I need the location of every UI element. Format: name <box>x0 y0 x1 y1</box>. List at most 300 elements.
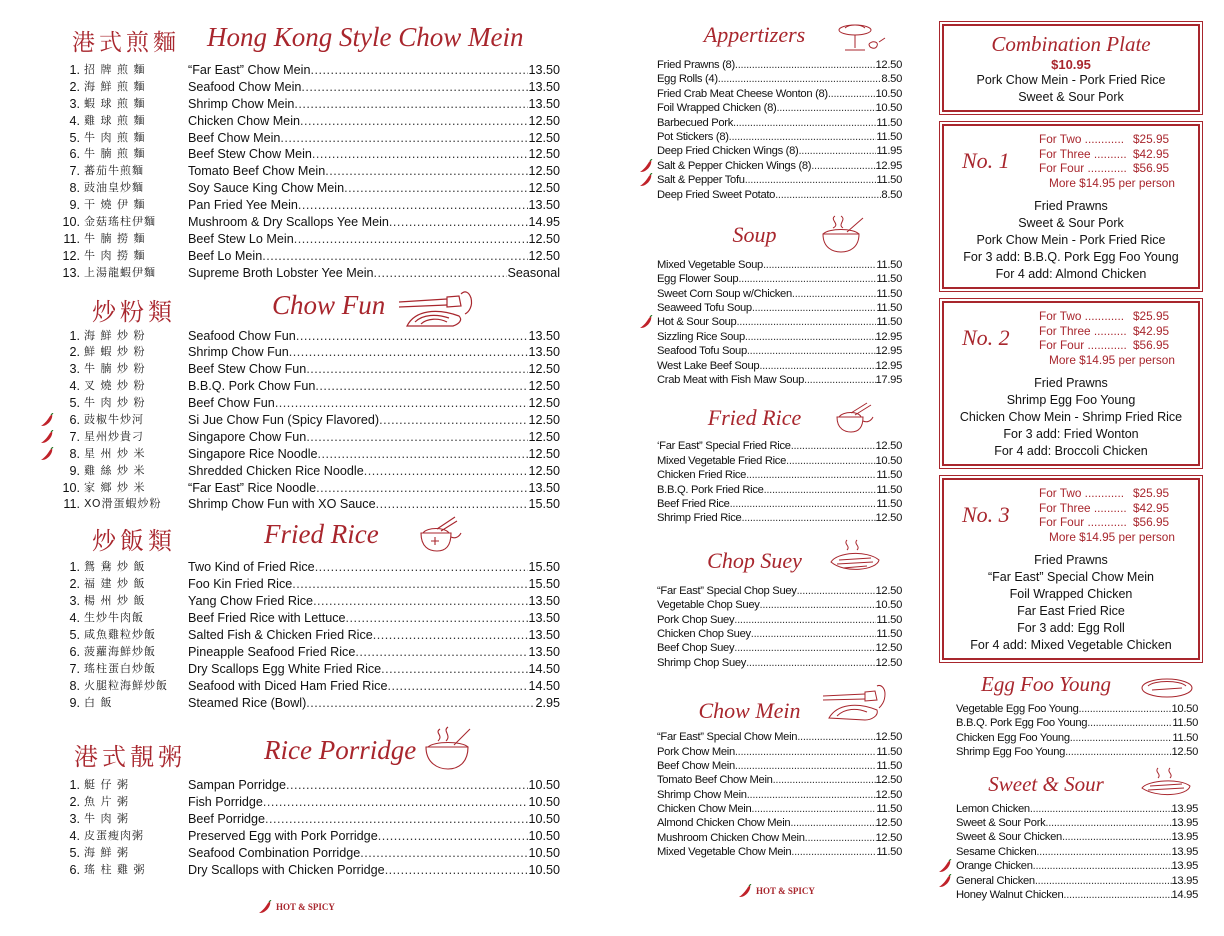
menu-item-row <box>657 730 902 744</box>
leader-dots <box>752 301 876 315</box>
section-title: Appertizers <box>703 22 806 47</box>
menu-item-row <box>657 116 902 130</box>
item-name: Chicken Chow Mein <box>188 113 300 128</box>
item-name: “Far East” Special Chow Mein <box>657 731 798 744</box>
leader-dots <box>292 576 528 593</box>
item-price: 11.50 <box>876 116 902 129</box>
leader-dots <box>805 831 876 845</box>
item-price: 10.50 <box>875 87 902 100</box>
item-number: 2. <box>69 577 80 592</box>
item-price: 11.50 <box>876 483 902 496</box>
menu-item-row <box>657 173 902 187</box>
item-name-zh: 家 鄉 炒 米 <box>84 480 146 494</box>
menu-item-row <box>62 695 560 712</box>
fried-rice-mid-list <box>657 439 902 525</box>
tier-label: For Three .......... <box>1039 146 1127 161</box>
item-price: 11.50 <box>876 130 902 143</box>
item-name-zh: 瑤柱蛋白炒飯 <box>84 661 156 675</box>
section-title-en: Fried Rice <box>264 519 379 550</box>
leader-dots <box>294 96 528 113</box>
soup-bowl-icon <box>819 214 867 256</box>
item-price: 10.50 <box>875 454 902 467</box>
item-name: General Chicken <box>956 874 1035 887</box>
leader-dots <box>746 468 876 482</box>
item-price: 12.50 <box>875 584 902 597</box>
leader-dots <box>790 816 875 830</box>
item-price: 12.95 <box>875 330 902 343</box>
item-number: 13. <box>62 265 80 280</box>
item-price: 12.50 <box>528 231 560 246</box>
menu-item-row <box>657 483 902 497</box>
menu-item-row <box>62 559 560 576</box>
menu-item-row <box>657 72 902 86</box>
menu-item-row <box>62 480 560 497</box>
item-name-zh: 艇 仔 粥 <box>84 778 129 792</box>
item-number: 5. <box>69 845 80 860</box>
price-tier <box>1039 486 1198 501</box>
tier-price: $25.95 <box>1133 309 1170 323</box>
item-number: 9. <box>69 463 80 478</box>
leader-dots <box>828 87 876 101</box>
chili-pepper-icon <box>938 874 952 888</box>
item-number: 8. <box>69 446 80 461</box>
menu-item-row <box>657 802 902 816</box>
item-price: 10.50 <box>875 599 902 612</box>
menu-item-row <box>62 576 560 593</box>
leader-dots <box>786 454 875 468</box>
item-price: 13.95 <box>1171 845 1198 858</box>
item-number: 1. <box>69 778 80 793</box>
menu-item-row <box>62 163 560 180</box>
item-price: 12.50 <box>528 164 560 179</box>
chili-pepper-icon <box>40 413 54 427</box>
item-number: 6. <box>69 862 80 877</box>
tier-price: $42.95 <box>1133 323 1170 338</box>
menu-item-row <box>956 830 1198 844</box>
family-dinner-item: Pork Chow Mein - Pork Fried Rice <box>976 233 1166 247</box>
sweet-sour-plate-icon <box>1138 766 1194 800</box>
right-column <box>942 24 1200 902</box>
item-price: 10.50 <box>528 829 560 844</box>
menu-item-row <box>657 831 902 845</box>
item-name: Foil Wrapped Chicken (8) <box>657 102 777 115</box>
item-name: Sampan Porridge <box>188 778 287 793</box>
item-name-zh: XO滑蛋蝦炒粉 <box>84 497 162 511</box>
tier-label: For Three .......... <box>1039 500 1127 515</box>
menu-item-row <box>62 197 560 214</box>
item-name: Beef Stew Lo Mein <box>188 231 294 246</box>
chili-pepper-icon <box>639 173 653 187</box>
item-name-zh: 火腿粒海鮮炒飯 <box>84 678 168 692</box>
leader-dots <box>1070 731 1173 745</box>
leader-dots <box>306 695 535 712</box>
item-name-zh: 菠蘿海鮮炒飯 <box>84 644 156 658</box>
item-number: 4. <box>69 611 80 626</box>
item-name-zh: 皮蛋瘦肉粥 <box>84 829 144 843</box>
item-price: 11.50 <box>876 759 902 772</box>
item-price: 8.50 <box>881 73 902 86</box>
item-price: 12.95 <box>875 159 902 172</box>
item-number: 8. <box>69 678 80 693</box>
item-price: 13.50 <box>528 594 560 609</box>
item-name: Soy Sauce King Chow Mein <box>188 181 345 196</box>
item-number: 12. <box>62 248 80 263</box>
leader-dots <box>355 644 528 661</box>
item-name-zh: 咸魚雞粒炒飯 <box>84 627 156 641</box>
item-name: Shrimp Chow Fun with XO Sauce <box>188 497 376 512</box>
menu-item-row <box>657 788 902 802</box>
section-title-en: Hong Kong Style Chow Mein <box>207 22 524 52</box>
chow-mein-mid-list <box>657 730 902 860</box>
item-name: Egg Rolls (4) <box>657 73 718 86</box>
menu-item-row <box>62 231 560 248</box>
item-name: Beef Porridge <box>188 812 266 827</box>
item-price: 11.50 <box>876 497 902 510</box>
leader-dots <box>734 613 876 627</box>
leader-dots <box>306 361 528 378</box>
item-name: Shredded Chicken Rice Noodle <box>188 463 364 478</box>
chili-pepper-icon <box>40 430 54 444</box>
leader-dots <box>364 463 529 480</box>
family-dinner-item: For 3 add: B.B.Q. Pork Egg Foo Young <box>963 250 1179 264</box>
menu-item-row <box>62 328 560 345</box>
item-price: 13.95 <box>1171 874 1198 887</box>
item-name-zh: 叉 燒 炒 粉 <box>84 379 146 393</box>
item-price: 12.50 <box>528 248 560 263</box>
leader-dots <box>798 144 876 158</box>
leader-dots <box>1033 859 1172 873</box>
item-price: 12.50 <box>528 113 560 128</box>
item-price: 13.50 <box>528 96 560 111</box>
item-name: B.B.Q. Pork Egg Foo Young <box>956 717 1088 730</box>
menu-item-row <box>62 180 560 197</box>
price-tier <box>1039 309 1198 324</box>
item-name: Fish Porridge <box>188 795 263 810</box>
family-dinner-label: No. 3 <box>962 502 1010 527</box>
item-name-zh: 牛 腩 撈 麵 <box>84 231 146 245</box>
leader-dots <box>1087 716 1172 730</box>
menu-item-row <box>657 773 902 787</box>
section-title-en: Rice Porridge <box>264 735 417 766</box>
item-name: Deep Fried Chicken Wings (8) <box>657 145 799 158</box>
item-price: 12.50 <box>875 440 902 453</box>
item-price: 12.50 <box>528 379 560 394</box>
item-name-zh: 豉椒牛炒河 <box>84 413 144 427</box>
item-name: Foo Kin Fried Rice <box>188 577 293 592</box>
item-name: “Far East” Rice Noodle <box>188 480 317 495</box>
item-price: 11.50 <box>876 846 902 859</box>
item-name: Beef Chow Fun <box>188 396 275 411</box>
item-name: Pot Stickers (8) <box>657 130 729 143</box>
section-header-sweet-sour <box>942 766 1200 802</box>
menu-item-row <box>62 593 560 610</box>
family-dinner-item: Chicken Chow Mein - Shrimp Fried Rice <box>959 410 1183 424</box>
item-number: 7. <box>69 164 80 179</box>
item-price: 12.50 <box>528 429 560 444</box>
leader-dots <box>1079 702 1172 716</box>
item-number: 6. <box>69 413 80 428</box>
menu-item-row <box>657 272 902 286</box>
item-name: B.B.Q. Pork Fried Rice <box>657 483 764 496</box>
item-name: Preserved Egg with Pork Porridge <box>188 829 378 844</box>
leader-dots <box>747 344 876 358</box>
menu-item-row <box>956 859 1198 873</box>
item-name: Pan Fried Yee Mein <box>188 198 298 213</box>
section-title: Egg Foo Young <box>981 672 1111 696</box>
leader-dots <box>1062 830 1172 844</box>
leader-dots <box>296 328 529 345</box>
item-name: Beef Chow Mein <box>657 759 735 772</box>
family-dinner-item: For 4 add: Almond Chicken <box>995 267 1147 281</box>
leader-dots <box>738 272 876 286</box>
item-name-zh: 牛 腩 煎 麵 <box>84 147 146 161</box>
family-dinners <box>942 124 1200 660</box>
item-price: 11.50 <box>876 803 902 816</box>
menu-item-row <box>657 359 902 373</box>
menu-item-row <box>62 344 560 361</box>
item-name-zh: 牛 肉 撈 麵 <box>84 248 146 262</box>
family-dinner-item: Fried Prawns <box>1034 553 1108 567</box>
menu-item-row <box>62 794 560 811</box>
leader-dots <box>735 745 876 759</box>
item-name-zh: 海 鮮 炒 粉 <box>84 328 146 342</box>
item-name-zh: 牛 肉 煎 麵 <box>84 130 146 144</box>
family-dinner-item: For 3 add: Egg Roll <box>1017 621 1125 635</box>
menu-item-row <box>62 96 560 113</box>
item-price: 10.50 <box>1171 703 1198 715</box>
item-number: 5. <box>69 627 80 642</box>
chop-suey-list <box>657 584 902 670</box>
item-name: Beef Stew Chow Mein <box>188 147 312 162</box>
item-price: 12.50 <box>875 731 902 744</box>
item-price: 14.95 <box>1171 888 1198 901</box>
item-name-zh: 瑤 柱 雞 粥 <box>84 862 146 876</box>
leader-dots <box>275 395 529 412</box>
tier-label: For Two ............ <box>1039 486 1125 500</box>
section-title-zh: 炒粉類 <box>92 297 176 326</box>
leader-dots <box>751 627 877 641</box>
section-title-zh: 炒飯類 <box>92 527 176 556</box>
chili-pepper-icon <box>639 159 653 173</box>
leader-dots <box>294 231 529 248</box>
item-price: 11.50 <box>876 627 902 640</box>
leader-dots <box>374 265 508 282</box>
family-dinner-item: For 4 add: Broccoli Chicken <box>994 444 1148 458</box>
item-name-zh: 牛 肉 炒 粉 <box>84 396 146 410</box>
menu-item-row <box>657 144 902 158</box>
family-dinner-box <box>942 301 1200 466</box>
menu-item-row <box>62 661 560 678</box>
menu-item-row <box>657 598 902 612</box>
item-name: Salt & Pepper Tofu <box>657 174 745 187</box>
item-number: 5. <box>69 396 80 411</box>
tier-price: $56.95 <box>1133 515 1170 529</box>
item-price: 14.95 <box>528 215 560 230</box>
chili-pepper-icon <box>639 315 653 329</box>
leader-dots <box>1065 745 1171 759</box>
leader-dots <box>306 429 528 446</box>
leader-dots <box>745 173 877 187</box>
item-price: 13.50 <box>528 611 560 626</box>
hot-spicy-legend-mid <box>738 884 815 898</box>
item-name-zh: 星州炒貴刁 <box>84 429 144 443</box>
tier-label: For Two ............ <box>1039 132 1125 146</box>
item-number: 6. <box>69 147 80 162</box>
item-price: 12.50 <box>875 59 902 71</box>
family-dinner-item: Far East Fried Rice <box>1017 604 1125 618</box>
item-name-zh: 鴛 鴦 炒 飯 <box>84 560 146 574</box>
item-name: Hot & Sour Soup <box>657 316 737 329</box>
item-name: Chicken Egg Foo Young <box>956 731 1070 744</box>
item-price: 12.95 <box>875 345 902 358</box>
item-name: Mixed Vegetable Soup <box>657 258 763 271</box>
menu-item-row <box>62 811 560 828</box>
item-number: 3. <box>69 812 80 827</box>
item-price: 12.50 <box>875 817 902 830</box>
menu-item-row <box>657 627 902 641</box>
item-name-zh: 楊 州 炒 飯 <box>84 594 146 608</box>
item-price: Seasonal <box>507 265 560 280</box>
appetizers-list <box>657 58 902 202</box>
menu-item-row <box>62 412 560 429</box>
more-per-person: More $14.95 per person <box>1049 175 1175 190</box>
item-price: 13.95 <box>1171 831 1198 844</box>
item-name: Supreme Broth Lobster Yee Mein <box>188 265 374 280</box>
menu-item-row <box>62 644 560 661</box>
leader-dots <box>310 62 528 79</box>
item-number: 10. <box>62 480 80 495</box>
item-price: 12.50 <box>528 396 560 411</box>
leader-dots <box>312 146 529 163</box>
menu-item-row <box>956 702 1198 716</box>
hot-spicy-legend-left <box>258 900 335 914</box>
noodle-plate-icon <box>397 288 477 330</box>
menu-item-row <box>657 439 902 453</box>
leader-dots <box>318 446 529 463</box>
item-price: 13.50 <box>528 79 560 94</box>
item-name-zh: 蝦 球 煎 麵 <box>84 96 146 110</box>
item-name: Shrimp Chow Mein <box>188 96 295 111</box>
item-name: Seafood Chow Mein <box>188 79 302 94</box>
tier-label: For Four ............ <box>1039 515 1127 529</box>
family-dinner-item: “Far East” Special Chow Mein <box>987 570 1155 584</box>
item-name: Pork Chow Mein <box>657 745 735 758</box>
menu-item-row <box>956 874 1198 888</box>
item-name-zh: 上湯龍蝦伊麵 <box>84 265 156 279</box>
leader-dots <box>325 163 528 180</box>
item-name-zh: 白 飯 <box>84 695 113 709</box>
leader-dots <box>792 287 876 301</box>
item-price: 13.50 <box>528 480 560 495</box>
item-number: 3. <box>69 594 80 609</box>
section-header-egg-foo-young <box>942 672 1200 702</box>
leader-dots <box>797 584 876 598</box>
price-tier <box>1039 501 1198 516</box>
tier-label: For Three .......... <box>1039 323 1127 338</box>
leader-dots <box>381 661 528 678</box>
hk-chow-mein-list <box>62 62 560 282</box>
item-name-zh: 豉油皇炒麵 <box>84 181 144 195</box>
item-name: Salt & Pepper Chicken Wings (8) <box>657 159 812 172</box>
item-name: Beef Stew Chow Fun <box>188 362 307 377</box>
menu-item-row <box>62 62 560 79</box>
item-price: 12.50 <box>875 774 902 787</box>
item-number: 9. <box>69 695 80 710</box>
item-price: 11.50 <box>876 316 902 329</box>
leader-dots <box>735 759 876 773</box>
item-name: Singapore Chow Fun <box>188 429 307 444</box>
item-number: 1. <box>69 63 80 77</box>
leader-dots <box>346 610 529 627</box>
item-price: 12.50 <box>528 181 560 196</box>
menu-item-row <box>657 759 902 773</box>
item-price: 12.50 <box>875 831 902 844</box>
leader-dots <box>759 359 875 373</box>
menu-item-row <box>657 816 902 830</box>
family-dinner-box <box>942 478 1200 660</box>
leader-dots <box>1035 874 1172 888</box>
item-name: Sesame Chicken <box>956 845 1037 858</box>
item-name: Deep Fried Sweet Potato <box>657 188 776 201</box>
item-name: Beef Lo Mein <box>188 248 263 263</box>
item-price: 13.95 <box>1171 860 1198 873</box>
item-name: Mushroom & Dry Scallops Yee Mein <box>188 215 389 230</box>
family-dinner-box <box>942 124 1200 289</box>
section-header-fried-rice <box>62 513 560 559</box>
item-name: Seaweed Tofu Soup <box>657 302 752 315</box>
section-header-chow-mein-mid <box>657 682 902 730</box>
menu-item-row <box>657 159 902 173</box>
item-name: Egg Flower Soup <box>657 273 739 286</box>
leader-dots <box>763 258 876 272</box>
item-number: 7. <box>69 661 80 676</box>
menu-item-row <box>657 301 902 315</box>
leader-dots <box>733 116 876 130</box>
item-name-zh: 金菇瑤柱伊麵 <box>84 215 156 229</box>
chili-pepper-icon <box>738 884 752 898</box>
hot-spicy-label: HOT & SPICY <box>276 902 335 912</box>
item-name: Shrimp Chop Suey <box>657 656 747 669</box>
item-name-zh: 生炒牛肉飯 <box>84 611 144 625</box>
hot-spicy-label: HOT & SPICY <box>756 886 815 896</box>
item-price: 11.50 <box>876 613 902 626</box>
item-name: Sweet & Sour Pork <box>956 816 1046 829</box>
item-price: 2.95 <box>535 695 560 710</box>
menu-item-row <box>62 862 560 879</box>
item-name-zh: 招 牌 煎 麵 <box>84 63 146 76</box>
item-price: 15.50 <box>528 577 560 592</box>
egg-foo-young-plate-icon <box>1140 674 1194 700</box>
price-tier <box>1039 515 1198 530</box>
leader-dots <box>776 101 875 115</box>
section-title: Sweet & Sour <box>988 771 1104 796</box>
menu-item-row <box>62 378 560 395</box>
item-name-zh: 蕃茄牛煎麵 <box>84 164 144 178</box>
item-price: 11.50 <box>1172 731 1198 744</box>
leader-dots <box>379 412 528 429</box>
item-name: Chicken Fried Rice <box>657 469 747 482</box>
leader-dots <box>760 598 876 612</box>
item-number: 10. <box>62 215 80 230</box>
leader-dots <box>791 845 876 859</box>
item-price: 13.50 <box>528 627 560 642</box>
price-tier <box>1039 147 1198 162</box>
item-price: 12.50 <box>528 130 560 145</box>
item-name: Seafood with Diced Ham Fried Rice <box>188 678 388 693</box>
menu-item-row <box>62 130 560 147</box>
family-dinner-label: No. 2 <box>962 325 1010 350</box>
item-name: Tomato Beef Chow Mein <box>188 164 326 179</box>
